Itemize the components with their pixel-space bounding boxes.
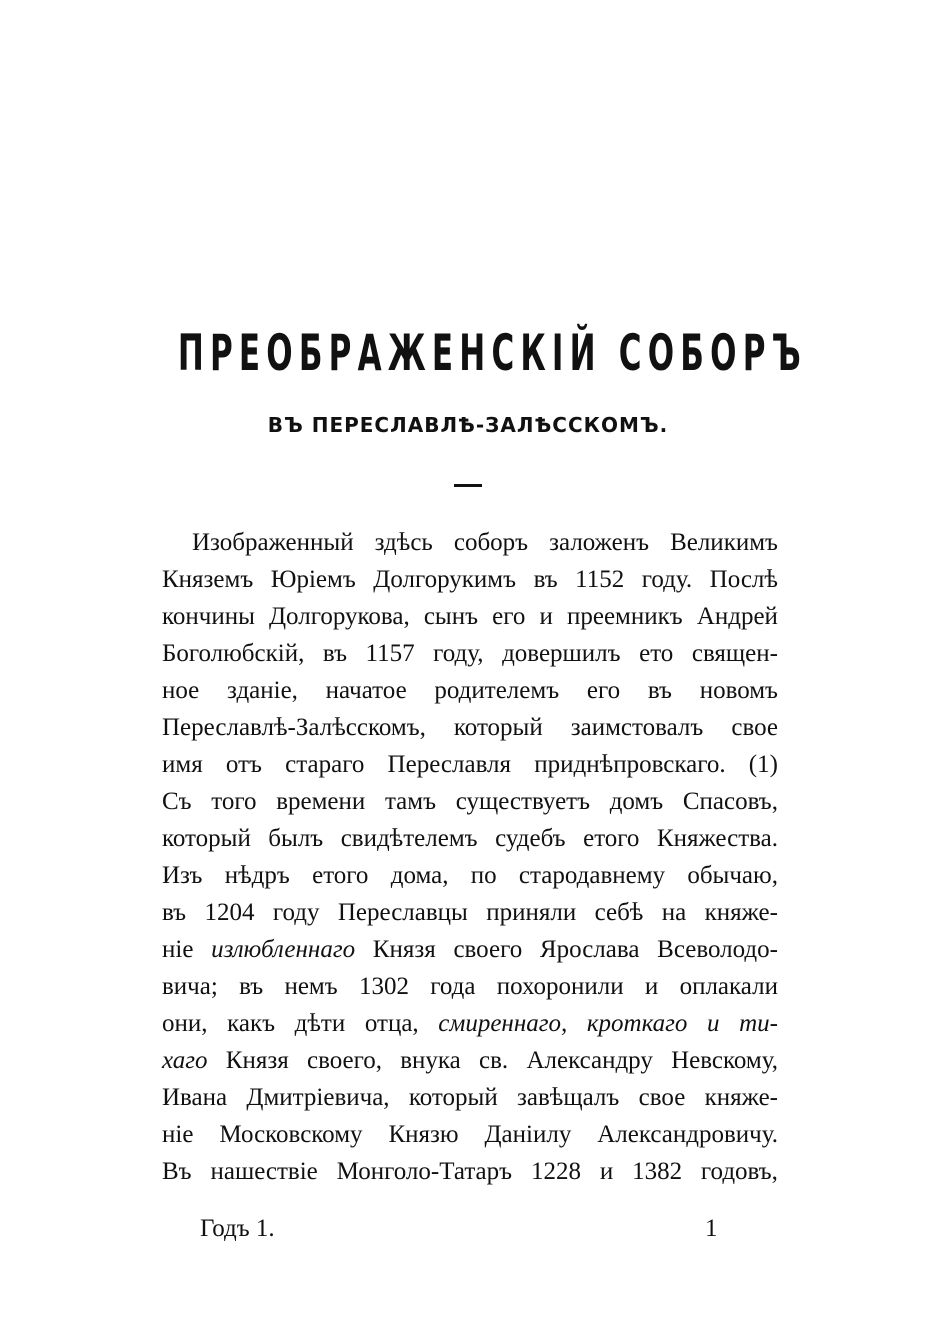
text-line: имя отъ стараго Переславля приднѣпровскаго. (1) bbox=[162, 751, 778, 778]
page-title: ПРЕОБРАЖЕНСКІЙ СОБОРЪ bbox=[177, 324, 807, 382]
text-line: вича; въ немъ 1302 года похоронили и оплакали bbox=[162, 973, 778, 1000]
text-line: ніе Московскому Князю Даніилу Александровичу. bbox=[162, 1121, 778, 1148]
signature-mark: Годъ 1. bbox=[200, 1215, 275, 1242]
text-line: они, какъ дѣти отца, смиреннаго, кроткаго и ти- bbox=[162, 1010, 778, 1037]
text-line: ное зданіе, начатое родителемъ его въ новомъ bbox=[162, 677, 778, 704]
text-line: ніе излюбленнаго Князя своего Ярослава Всеволодо- bbox=[162, 936, 778, 963]
text-line: Переславлѣ-Залѣсскомъ, который заимстовалъ свое bbox=[162, 714, 778, 741]
title-divider bbox=[454, 484, 482, 487]
text-line: который былъ свидѣтелемъ судебъ етого Княжества. bbox=[162, 825, 778, 852]
text-line: Княземъ Юріемъ Долгорукимъ въ 1152 году. Послѣ bbox=[162, 566, 778, 593]
text-line: Изъ нѣдръ етого дома, по стародавнему обычаю, bbox=[162, 862, 778, 889]
text-line: Ивана Дмитріевича, который завѣщалъ свое княже- bbox=[162, 1084, 778, 1111]
text-line: хаго Князя своего, внука св. Александру Невскому, bbox=[162, 1047, 778, 1074]
text-line: Съ того времени тамъ существуетъ домъ Спасовъ, bbox=[162, 788, 778, 815]
text-line: Боголюбскій, въ 1157 году, довершилъ ето священ- bbox=[162, 640, 778, 667]
body-text bbox=[162, 524, 778, 1190]
text-line: Изображенный здѣсь соборъ заложенъ Великимъ bbox=[192, 529, 778, 556]
page-number: 1 bbox=[705, 1215, 718, 1242]
text-line: кончины Долгорукова, сынъ его и преемникъ Андрей bbox=[162, 603, 778, 630]
page-subtitle: ВЪ ПЕРЕСЛАВЛѢ-ЗАЛѢССКОМЪ. bbox=[267, 413, 669, 437]
text-line: Въ нашествіе Монголо-Татаръ 1228 и 1382 годовъ, bbox=[162, 1158, 778, 1185]
text-line: въ 1204 году Переславцы приняли себѣ на княже- bbox=[162, 899, 778, 926]
